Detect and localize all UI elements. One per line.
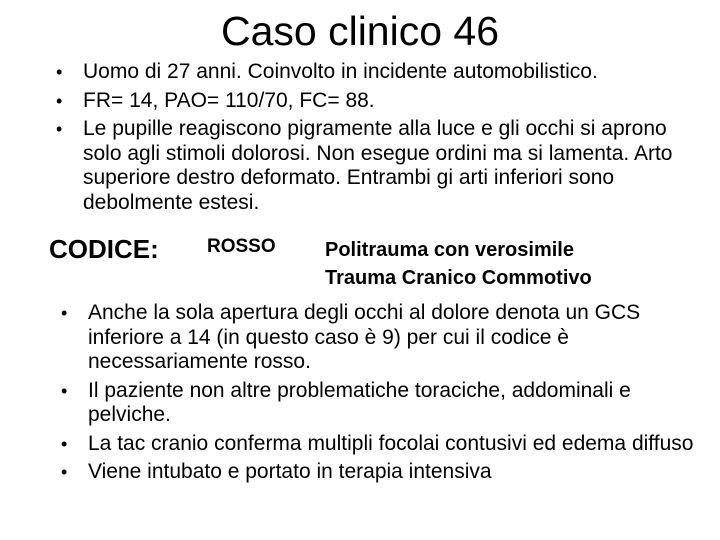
bullet-text: Viene intubato e portato in terapia intensiva [88,460,492,483]
code-value: ROSSO [207,236,276,257]
bullet-item [56,117,703,215]
bullet-icon: • [56,119,63,139]
bullet-text: La tac cranio conferma multipli focolai contusivi ed edema diffuso [88,431,694,455]
bullet-text: FR= 14, PAO= 110/70, FC= 88. [83,88,375,112]
bullet-item [61,460,708,485]
bullet-text: Uomo di 27 anni. Coinvolto in incidente automobilistico. [83,60,598,83]
intro-bullet-list [56,60,703,219]
bullet-text: Le pupille reagiscono pigramente alla luce e gli occhi si aprono solo agli stimoli dolorosi. Non esegue ordini ma si lamenta. Arto superiore destro deformato. Entrambi gi arti inferiori sono debolmente estesi. [83,117,673,214]
bullet-icon: • [56,62,63,82]
bullet-item [56,88,703,114]
bullet-item [61,378,708,428]
bullet-icon: • [56,90,63,111]
code-label: CODICE: [49,234,159,264]
code-description: Politrauma con verosimile Trauma Cranico Commotivo [325,239,592,289]
bullet-item [56,60,703,85]
bullet-text: Anche la sola apertura degli occhi al dolore denota un GCS inferiore a 14 (in questo caso è 9) per cui il codice è necessariamente rosso. [88,301,641,373]
followup-bullet-list [61,301,708,489]
bullet-icon: • [61,433,68,454]
bullet-item [61,301,708,375]
bullet-icon: • [61,380,68,401]
bullet-icon: • [61,303,68,323]
bullet-text: Il paziente non altre problematiche toraciche, addominali e pelviche. [88,378,631,426]
slide-title: Caso clinico 46 [220,8,500,54]
bullet-icon: • [61,462,68,482]
bullet-item [61,431,708,457]
